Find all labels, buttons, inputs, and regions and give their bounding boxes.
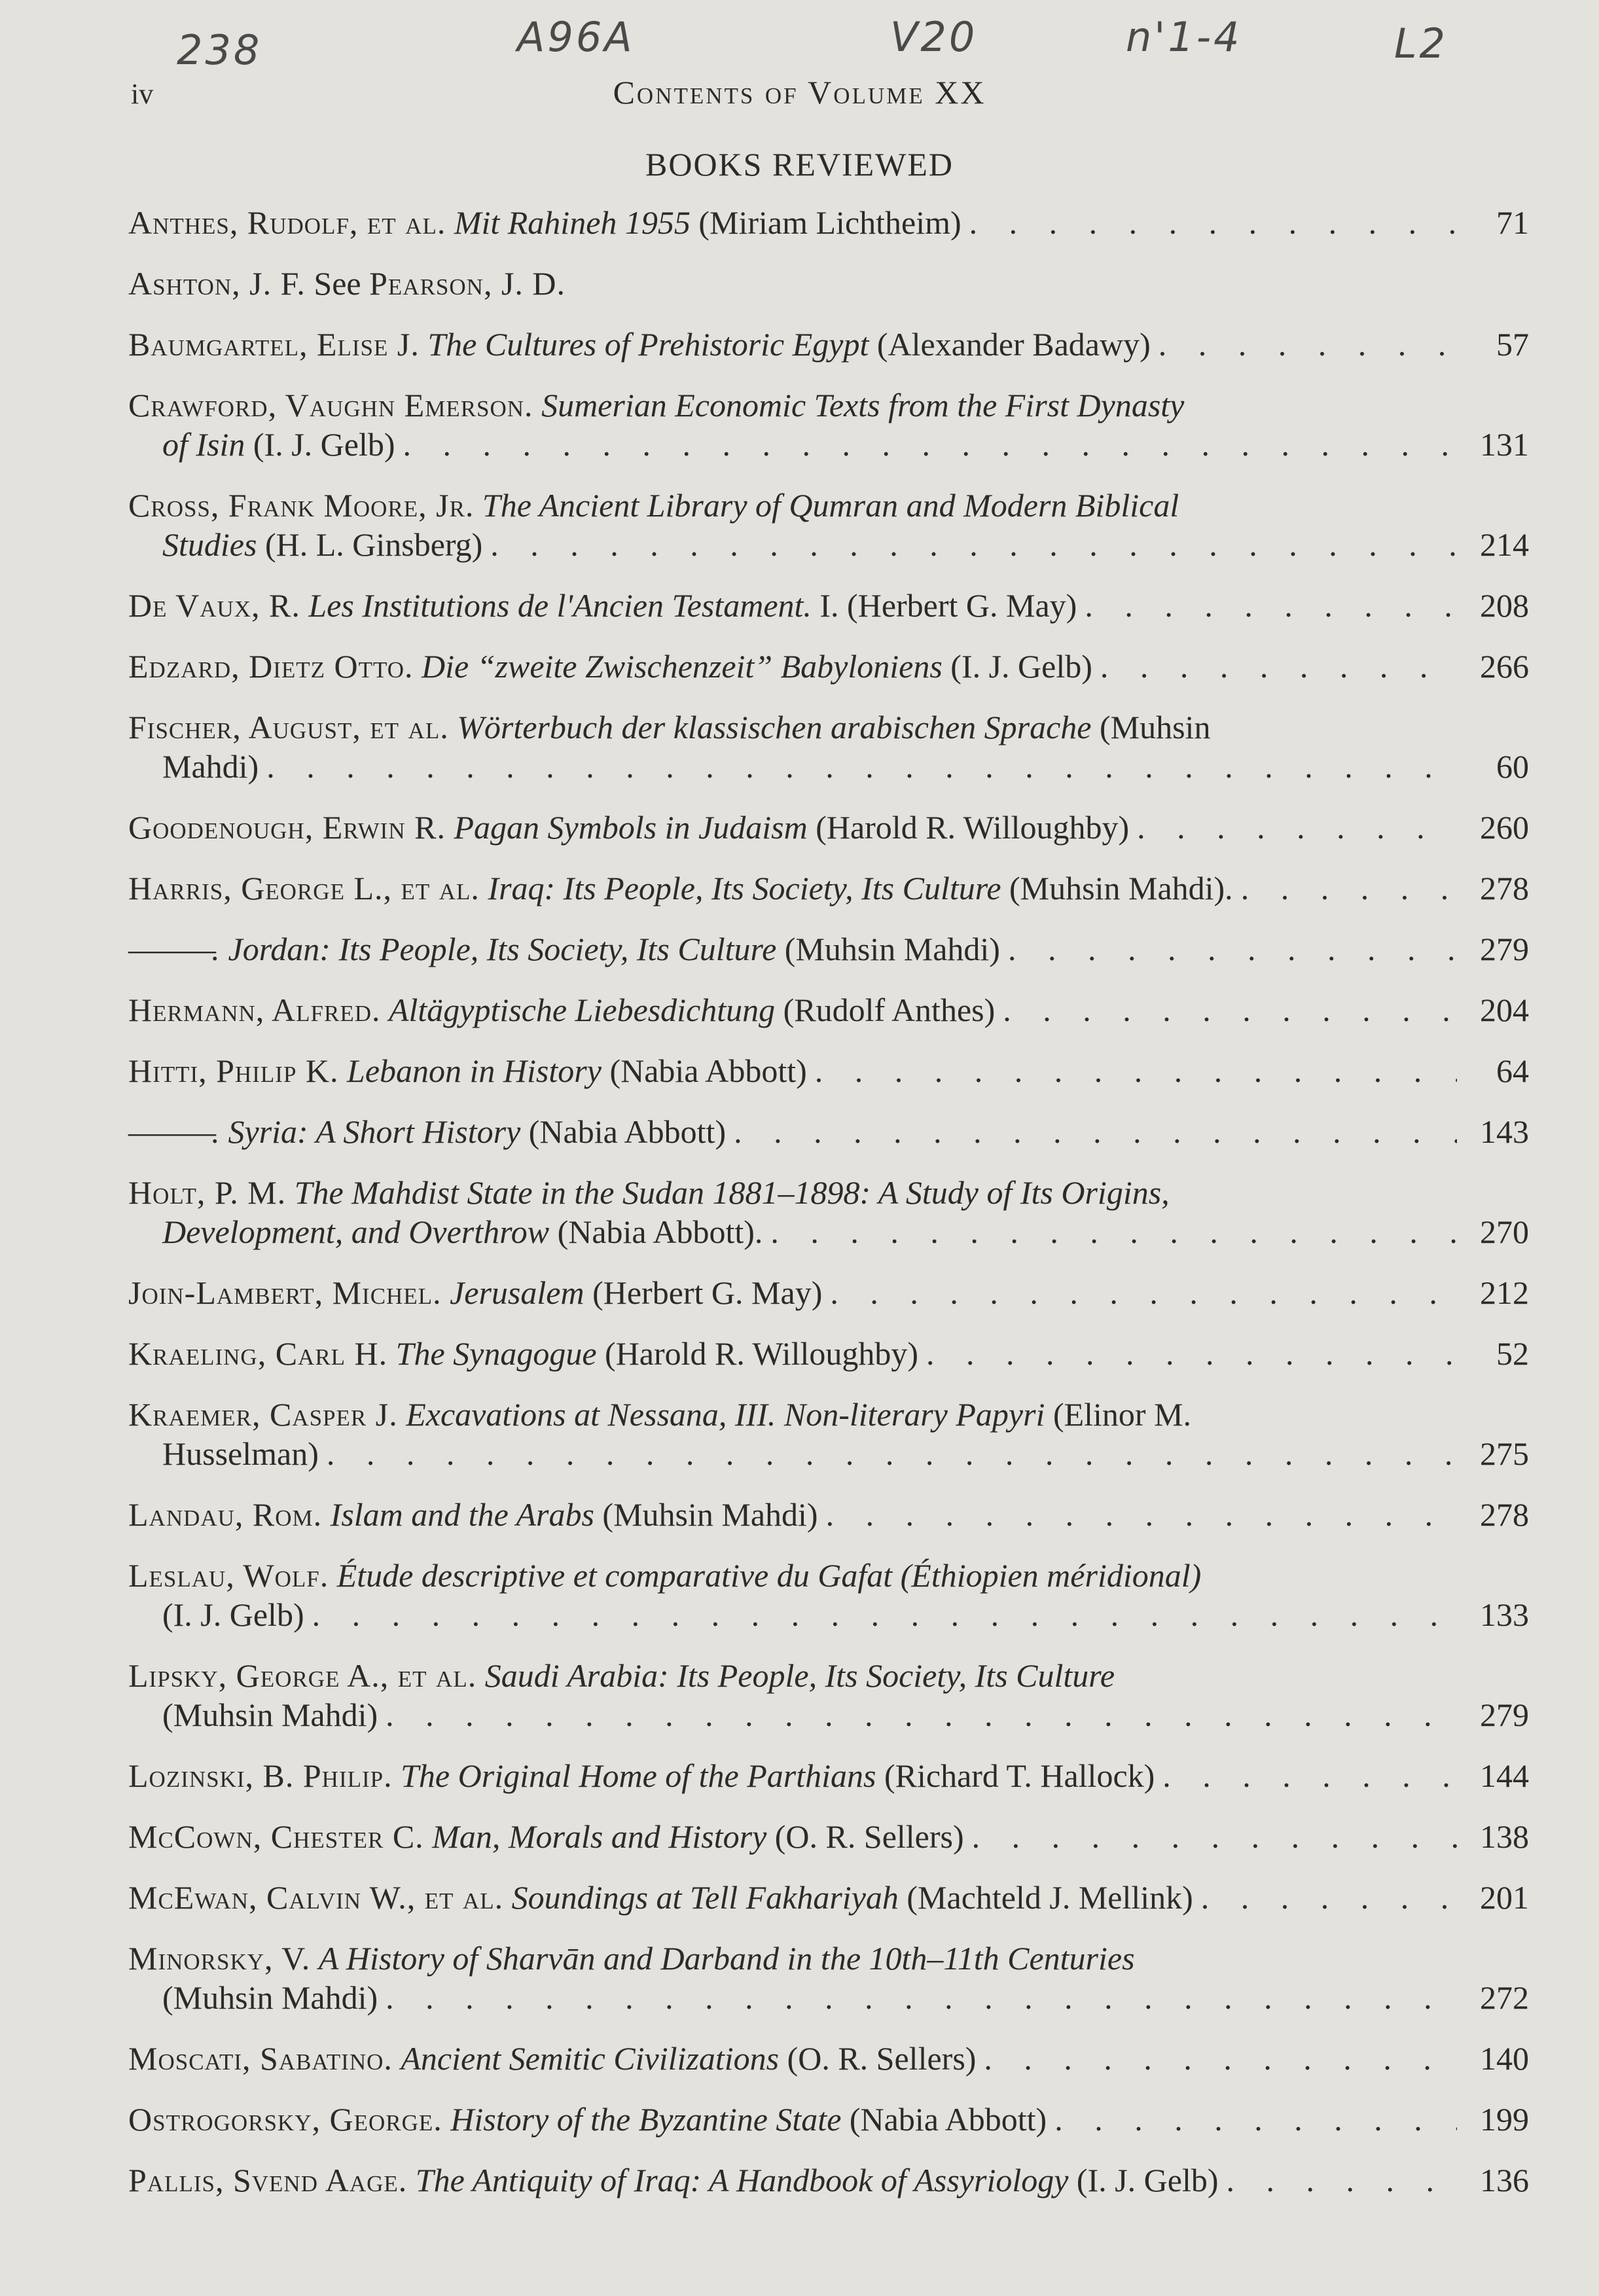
entry-author: Minorsky, V. [128,1940,311,1977]
entry-author: Crawford, Vaughn Emerson. [128,387,533,423]
entry-reviewer-cont: Husselman) [162,1435,319,1472]
entry-reviewer: (Elinor M. [1052,1396,1192,1433]
entry-reviewer: (Muhsin Mahdi). [1009,870,1233,906]
section-title: BOOKS REVIEWED [645,146,954,183]
entry-line-2 [128,1978,1529,2017]
entry-item [128,1556,1529,1634]
entry-reviewer-cont: Mahdi) [162,748,259,785]
leader-dots [386,1695,1457,1734]
entry-page: 199 [1480,2101,1529,2138]
entry-reviewer-cont: (Muhsin Mahdi) [162,1696,378,1733]
entry-page: 212 [1480,1274,1529,1311]
entry-line-1 [128,1395,1529,1434]
entry-text [128,647,1092,686]
leader-dots [386,1978,1457,2017]
entry-reviewer: (Muhsin Mahdi) [602,1496,818,1533]
entry-reviewer: (Richard T. Hallock) [884,1757,1155,1794]
leader-dots [734,1112,1457,1151]
entry-item [128,325,1529,364]
entry-author: Goodenough, Erwin R. [128,809,446,846]
entry-item [128,2039,1529,2078]
entry-page: 133 [1480,1596,1529,1633]
entry-title: The Original Home of the Parthians [401,1757,876,1794]
entry-line-2 [128,1595,1529,1634]
entry-reviewer-cont: (I. J. Gelb) [162,1596,304,1633]
entry-page: 136 [1480,2162,1529,2198]
entry-item [128,386,1529,464]
entry-author-ditto: ———. [128,931,214,967]
entry-line [128,2100,1529,2139]
entry-item [128,808,1529,847]
entry-title: Altägyptische Liebesdichtung [388,992,776,1028]
entry-text [128,1273,822,1312]
entry-reviewer: (Muhsin Mahdi) [784,931,1000,967]
entry-text [128,1817,964,1856]
entry-line-2 [128,425,1529,464]
handwritten-note-2: A96A [517,13,635,61]
entry-item [128,2100,1529,2139]
leader-dots [1159,325,1457,364]
leader-dots [327,1434,1457,1473]
entry-item [128,647,1529,686]
entry-author: Kraeling, Carl H. [128,1335,388,1372]
entry-author: Holt, P. M. [128,1174,287,1211]
entries-list [128,203,1529,2221]
entry-author: Hermann, Alfred. [128,992,381,1028]
entry-reviewer: (Rudolf Anthes) [783,992,996,1028]
entry-reviewer: (I. J. Gelb) [253,426,395,463]
entry-item [128,203,1529,242]
entry-title: Excavations at Nessana, III. Non-literary Papyri [406,1396,1045,1433]
leader-dots [815,1051,1457,1090]
entry-page: 143 [1480,1113,1529,1150]
entry-reviewer-cont: (Muhsin Mahdi) [162,1979,378,2016]
entry-author: Cross, Frank Moore, Jr. [128,487,475,524]
entry-page: 52 [1496,1335,1529,1372]
entry-line [128,203,1529,242]
entry-continuation [162,1434,319,1473]
running-head: Contents of Volume XX [613,74,986,111]
entry-text [128,1051,807,1090]
entry-page: 60 [1496,748,1529,785]
leader-dots [1241,869,1457,908]
entry-page: 275 [1480,1435,1529,1472]
entry-item [128,869,1529,908]
entry-line-2 [128,1695,1529,1734]
leader-dots [1137,808,1457,847]
entry-title: Islam and the Arabs [330,1496,594,1533]
entry-author: Landau, Rom. [128,1496,323,1533]
entry-line-2 [128,525,1529,564]
entry-line [128,990,1529,1030]
entry-line [128,1112,1529,1151]
entry-page: 144 [1480,1757,1529,1794]
entry-page: 278 [1480,870,1529,906]
leader-dots [972,1817,1457,1856]
entry-text [128,2161,1219,2200]
entry-author: Leslau, Wolf. [128,1557,329,1594]
entry-line [128,586,1529,625]
entry-reviewer: (Nabia Abbott) [609,1052,807,1089]
entry-text [128,586,1077,625]
entry-continuation [162,747,259,786]
entry-title: Wörterbuch der klassischen arabischen Sprache [457,709,1092,745]
entry-see: See [314,265,361,302]
leader-dots [266,747,1457,786]
entry-author: McCown, Chester C. [128,1818,424,1855]
leader-dots [830,1273,1457,1312]
handwritten-note-4: n'1-4 [1126,13,1242,61]
entry-author: Hitti, Philip K. [128,1052,339,1089]
leader-dots [826,1495,1457,1534]
entry-cross-reference: Pearson, J. D. [369,265,566,302]
leader-dots [1227,2161,1457,2200]
entry-item [128,708,1529,786]
entry-line [128,808,1529,847]
entry-item [128,1334,1529,1373]
entry-title: Syria: A Short History [228,1113,521,1150]
entry-reviewer: (H. L. Ginsberg) [264,526,483,563]
entry-author: Baumgartel, Elise J. [128,326,420,363]
entry-page: 57 [1496,326,1529,363]
entry-line-2 [128,1434,1529,1473]
entry-page: 71 [1496,204,1529,241]
leader-dots [984,2039,1457,2078]
entry-title: Lebanon in History [347,1052,602,1089]
entry-text [128,1756,1155,1795]
entry-item [128,1395,1529,1473]
entry-line-1 [128,386,1529,425]
leader-dots [312,1595,1457,1634]
entry-line-1 [128,1656,1529,1695]
entry-item [128,929,1529,969]
entry-item [128,1051,1529,1090]
entry-line [128,264,1529,303]
entry-reviewer: I. (Herbert G. May) [819,587,1077,624]
entry-title: Saudi Arabia: Its People, Its Society, Its Culture [484,1657,1115,1694]
entry-text [128,1334,918,1373]
leader-dots [1201,1878,1457,1917]
entry-title: Pagan Symbols in Judaism [454,809,808,846]
entry-title: The Ancient Library of Qumran and Modern Biblical [482,487,1179,524]
entry-item [128,1495,1529,1534]
entry-reviewer: (O. R. Sellers) [774,1818,964,1855]
entry-item [128,1939,1529,2017]
entry-text [128,1495,818,1534]
entry-author: Lozinski, B. Philip. [128,1757,393,1794]
entry-line [128,1051,1529,1090]
entry-reviewer: (Nabia Abbott) [528,1113,727,1150]
entry-title-cont: of Isin [162,426,245,463]
leader-dots [770,1212,1457,1251]
entry-author: McEwan, Calvin W., et al. [128,1879,504,1916]
entry-page: 201 [1480,1879,1529,1916]
entry-item [128,1878,1529,1917]
entry-page: 279 [1480,931,1529,967]
leader-dots [1054,2100,1457,2139]
entry-title-cont: Development, and Overthrow [162,1213,550,1250]
entry-line-1 [128,1939,1529,1978]
entry-item [128,990,1529,1030]
entry-continuation [162,425,395,464]
entry-item [128,1656,1529,1734]
entry-reviewer: (Harold R. Willoughby) [605,1335,919,1372]
entry-page: 214 [1480,526,1529,563]
entry-line [128,1273,1529,1312]
entry-title: The Antiquity of Iraq: A Handbook of Assyriology [415,2162,1069,2198]
entry-reviewer: (Nabia Abbott) [849,2101,1047,2138]
leader-dots [969,203,1457,242]
entry-author: Moscati, Sabatino. [128,2040,393,2077]
entry-line [128,325,1529,364]
entry-page: 278 [1480,1496,1529,1533]
entry-author: Ashton, J. F. [128,265,306,302]
entry-page: 266 [1480,648,1529,685]
entry-title: Man, Morals and History [432,1818,767,1855]
entry-item [128,1756,1529,1795]
entry-line-2 [128,747,1529,786]
page-number: iv [131,78,154,110]
entry-item [128,586,1529,625]
entry-reviewer: (Herbert G. May) [592,1274,823,1311]
entry-title: Die “zweite Zwischenzeit” Babyloniens [422,648,943,685]
leader-dots [403,425,1457,464]
entry-title-cont: Studies [162,526,257,563]
entry-author: Anthes, Rudolf, et al. [128,204,446,241]
entry-reviewer: (I. J. Gelb) [950,648,1092,685]
entry-line [128,2161,1529,2200]
entry-reviewer: (Miriam Lichtheim) [698,204,961,241]
entry-title: Les Institutions de l'Ancien Testament. [308,587,812,624]
entry-title: Étude descriptive et comparative du Gafat (Éthiopien méridional) [336,1557,1202,1594]
entry-text [128,203,961,242]
entry-author: Fischer, August, et al. [128,709,449,745]
entry-page: 208 [1480,587,1529,624]
entry-author: Edzard, Dietz Otto. [128,648,414,685]
entry-continuation [162,1595,304,1634]
handwritten-note-1: 238 [177,26,262,74]
leader-dots [926,1334,1457,1373]
entry-text [128,1112,726,1151]
entry-author: Harris, George L., et al. [128,870,480,906]
entry-author: Kraemer, Casper J. [128,1396,398,1433]
entry-line [128,1817,1529,1856]
entry-title: Ancient Semitic Civilizations [401,2040,780,2077]
entry-line-1 [128,708,1529,747]
entry-line-1 [128,486,1529,525]
entry-text [128,929,1000,969]
entry-line [128,929,1529,969]
entry-title: Jordan: Its People, Its Society, Its Culture [228,931,777,967]
entry-line [128,647,1529,686]
handwritten-note-5: L2 [1394,20,1448,67]
entry-text [128,1878,1193,1917]
entry-title: A History of Sharvān and Darband in the 10th–11th Centuries [318,1940,1135,1977]
entry-page: 260 [1480,809,1529,846]
entry-title: Soundings at Tell Fakhariyah [511,1879,899,1916]
entry-line-1 [128,1173,1529,1212]
entry-item [128,264,1529,303]
entry-reviewer: (Muhsin [1099,709,1211,745]
entry-item [128,1112,1529,1151]
entry-line-2 [128,1212,1529,1251]
entry-author: Ostrogorsky, George. [128,2101,442,2138]
entry-author-ditto: ———. [128,1113,214,1150]
entry-title: The Cultures of Prehistoric Egypt [427,326,869,363]
entry-title: Iraq: Its People, Its Society, Its Culture [488,870,1001,906]
entry-page: 279 [1480,1696,1529,1733]
entry-title: The Synagogue [395,1335,597,1372]
entry-page: 131 [1480,426,1529,463]
entry-text [128,325,1151,364]
entry-line-1 [128,1556,1529,1595]
entry-line [128,1756,1529,1795]
entry-text [128,2039,976,2078]
entry-line [128,1878,1529,1917]
entry-continuation [162,1978,378,2017]
entry-reviewer: (Harold R. Willoughby) [816,809,1130,846]
entry-reviewer: (Machteld J. Mellink) [907,1879,1193,1916]
entry-line [128,869,1529,908]
entry-item [128,2161,1529,2200]
entry-author: De Vaux, R. [128,587,300,624]
entry-author: Pallis, Svend Aage. [128,2162,408,2198]
entry-text [128,808,1129,847]
entry-line [128,1495,1529,1534]
entry-text [128,990,995,1030]
leader-dots [490,525,1457,564]
entry-line [128,2039,1529,2078]
entry-page: 270 [1480,1213,1529,1250]
entry-page: 64 [1496,1052,1529,1089]
leader-dots [1085,586,1457,625]
entry-continuation [162,525,482,564]
entry-item [128,1817,1529,1856]
handwritten-note-3: V20 [890,13,978,61]
entry-page: 138 [1480,1818,1529,1855]
entry-title: History of the Byzantine State [450,2101,842,2138]
entry-reviewer: (I. J. Gelb) [1076,2162,1219,2198]
entry-text [128,869,1233,908]
entry-page: 140 [1480,2040,1529,2077]
entry-reviewer: (Alexander Badawy) [876,326,1151,363]
entry-continuation [162,1212,763,1251]
entry-title: Jerusalem [450,1274,584,1311]
entry-title: Mit Rahineh 1955 [454,204,691,241]
leader-dots [1003,990,1457,1030]
entry-line [128,1334,1529,1373]
entry-reviewer: (O. R. Sellers) [787,2040,977,2077]
leader-dots [1100,647,1457,686]
entry-title: The Mahdist State in the Sudan 1881–1898: A Study of Its Origins, [294,1174,1170,1211]
entry-author: Lipsky, George A., et al. [128,1657,477,1694]
entry-item [128,1173,1529,1251]
leader-dots [1162,1756,1457,1795]
entry-continuation [162,1695,378,1734]
leader-dots [1008,929,1457,969]
entry-item [128,1273,1529,1312]
entry-page: 204 [1480,992,1529,1028]
entry-item [128,486,1529,564]
entry-title: Sumerian Economic Texts from the First Dynasty [541,387,1185,423]
entry-author: Join-Lambert, Michel. [128,1274,442,1311]
entry-page: 272 [1480,1979,1529,2016]
entry-text [128,2100,1047,2139]
entry-reviewer: (Nabia Abbott). [557,1213,763,1250]
